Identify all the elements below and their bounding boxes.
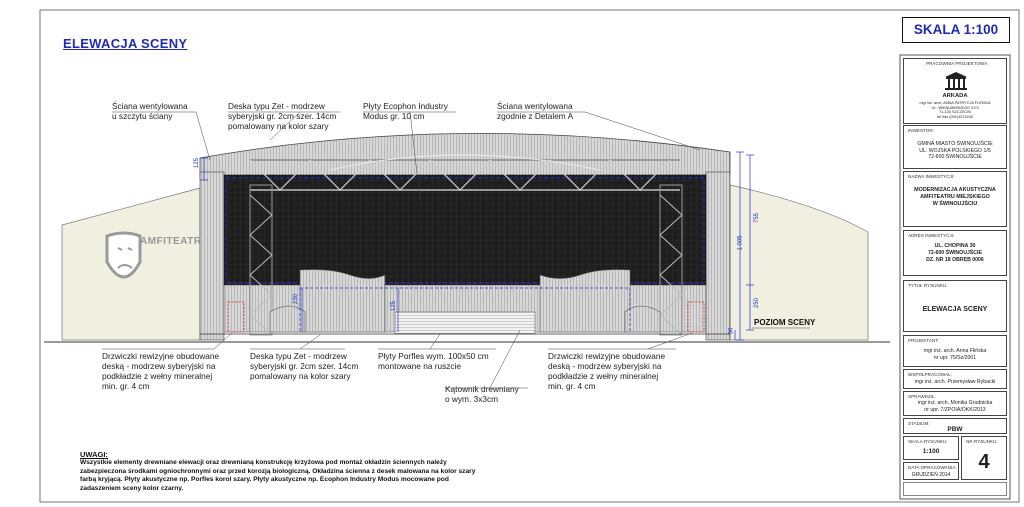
tb-designer-label: PROJEKTANT: — [908, 338, 939, 343]
right-wing — [730, 185, 868, 340]
annotation-ventilated-wall-top: Ściana wentylowana u szczytu ściany — [112, 101, 188, 121]
tb-sheet-number-value: 4 — [978, 451, 990, 473]
tb-sheet-number — [961, 436, 1007, 480]
dim-50: 50 — [728, 327, 735, 335]
acoustic-back-panel — [224, 175, 706, 285]
dim-1005: 1 005 — [737, 235, 744, 251]
annotation-zet-board-bottom: Deska typu Zet - modrzew syberyjski gr. 2cm szer. 14cm pomalowany na kolor szary — [250, 351, 359, 381]
tb-investor — [903, 125, 1007, 169]
tb-collaborator-value: mgr inż. arch. Przemysław Rybacki — [914, 379, 996, 385]
dim-roof: 125 — [194, 157, 201, 169]
tb-investor-label: INWESTOR: — [908, 128, 934, 133]
annotation-porfles: Płyty Porfles wym. 100x50 cm montowane na ruszcie — [378, 351, 489, 371]
logo-text: AMFITEATR — [140, 236, 202, 247]
roof — [200, 133, 730, 178]
arkada-logo-icon — [944, 71, 968, 91]
tb-collaborator — [903, 369, 1007, 389]
annotation-wooden-angle: Kątownik drewniany o wym. 3x3cm — [445, 384, 519, 404]
annotation-access-door-left: Drzwiczki rewizyjne obudowane deską - modrzew syberyjski na podkładzie z wełny mineralnej min. gr. 4 cm — [102, 351, 220, 391]
tb-footer — [903, 482, 1007, 496]
tb-designer — [903, 335, 1007, 367]
tb-designer-value: mgr inż. arch. Anna Flińska nr upr. 75/Sz/2001 — [923, 348, 987, 361]
tb-drawing-title-value: ELEWACJA SCENY — [922, 306, 988, 313]
tb-investment-label: NAZWA INWESTYCJI: — [908, 174, 955, 179]
drawing-title: ELEWACJA SCENY — [63, 36, 188, 51]
tb-investment-value: MODERNIZACJA AKUSTYCZNA AMFITEATRU MIEJSKIEGO W ŚWINOUJŚCIU — [914, 187, 996, 207]
annotation-access-door-right: Drzwiczki rewizyjne obudowane deską - modrzew syberyjski na podkładzie z wełny mineralnej min. gr. 4 cm — [548, 351, 666, 391]
tb-drawing-title — [903, 280, 1007, 332]
tb-office-details: mgr inż. arch. ANNA PATRYCJA FLIŃSKA UL. WIENIAWSKIEGO 37/3 71-130 SZCZECIN tel./fax (091)4374242 — [919, 101, 991, 119]
tb-checker-value: mgr inż. arch. Monika Grudnicka nr upr. 7/ZPOIA/OKK/2013 — [917, 400, 993, 413]
tb-address-value: UL. CHOPINA 30 72-600 ŚWINOUJŚCIE DZ. NR 18 OBRĘB 0006 — [926, 243, 984, 263]
stage-level-label: POZIOM SCENY — [754, 318, 816, 327]
dim-755: 755 — [754, 212, 761, 224]
tb-date — [903, 462, 959, 480]
annotation-ecophon: Płyty Ecophon Industry Modus gr. 10 cm — [363, 101, 448, 121]
amfiteatr-logo — [107, 233, 140, 277]
annotation-ventilated-wall-detail: Ściana wentylowana zgodnie z Detalem A — [497, 101, 574, 121]
notes-heading: UWAGI: — [80, 450, 108, 459]
tb-address-label: ADRES INWESTYCJI: — [908, 233, 955, 238]
tb-stage — [903, 418, 1007, 434]
notes-text: Wszystkie elementy drewniane elewacji oraz drewnianą konstrukcję krzyżowa pod montaż okładzin ściennych należy zabezpieczona środkami ogniochronnymi oraz przed korozją biologiczną. Okładzina ścienna z desek malowana na kolor szary farbą kryjącą. Płyty akustyczne np. Porfles korol szary. Płyty akustyczne np. Ecophon Industry Modus mocowane pod zadaszeniem sceny kolor czarny. — [80, 459, 476, 492]
tb-sheet-number-label: NR RYSUNKU: — [966, 439, 998, 444]
tb-scale-label: SKALA RYSUNKU: — [908, 439, 948, 444]
tb-scale-value: 1:100 — [922, 448, 940, 455]
tb-stage-value: PBW — [947, 426, 963, 433]
tb-scale — [903, 436, 959, 460]
dim-125: 125 — [391, 300, 398, 312]
tb-office-label: PRACOWNIA PROJEKTOWA — [926, 61, 988, 66]
porfles-left — [300, 270, 385, 332]
tb-date-label: DATA OPRACOWANIA: — [908, 465, 957, 470]
left-wall-cladding — [200, 172, 224, 340]
tb-collaborator-label: WSPÓŁPRACOWAŁ: — [908, 372, 952, 377]
tb-investor-value: GMINA MIASTO ŚWINOUJŚCIE UL. WOJSKA POLSKIEGO 1/5 72-600 ŚWINOUJŚCIE — [917, 141, 993, 160]
tb-stage-label: STADIUM: — [908, 421, 930, 426]
dim-230: 230 — [293, 293, 300, 305]
scale-label: SKALA 1:100 — [902, 17, 1010, 43]
tb-address — [903, 230, 1007, 276]
tb-drawing-title-label: TYTUŁ RYSUNKU: — [908, 283, 948, 288]
tb-checker-label: SPRAWDZIŁ: — [908, 394, 936, 399]
porfles-right — [540, 270, 630, 332]
tb-investment — [903, 171, 1007, 227]
stage-stairs — [395, 312, 535, 334]
tb-checker — [903, 391, 1007, 416]
annotation-zet-board-top: Deska typu Zet - modrzew syberyjski gr. 2cm szer. 14cm pomalowany na kolor szary — [228, 101, 337, 131]
tb-date-value: GRUDZIEŃ 2014 — [911, 472, 951, 478]
dim-250: 250 — [754, 297, 761, 309]
tb-office-name: ARKADA — [942, 93, 968, 99]
tb-office — [903, 58, 1007, 124]
right-wall-cladding — [706, 172, 730, 340]
